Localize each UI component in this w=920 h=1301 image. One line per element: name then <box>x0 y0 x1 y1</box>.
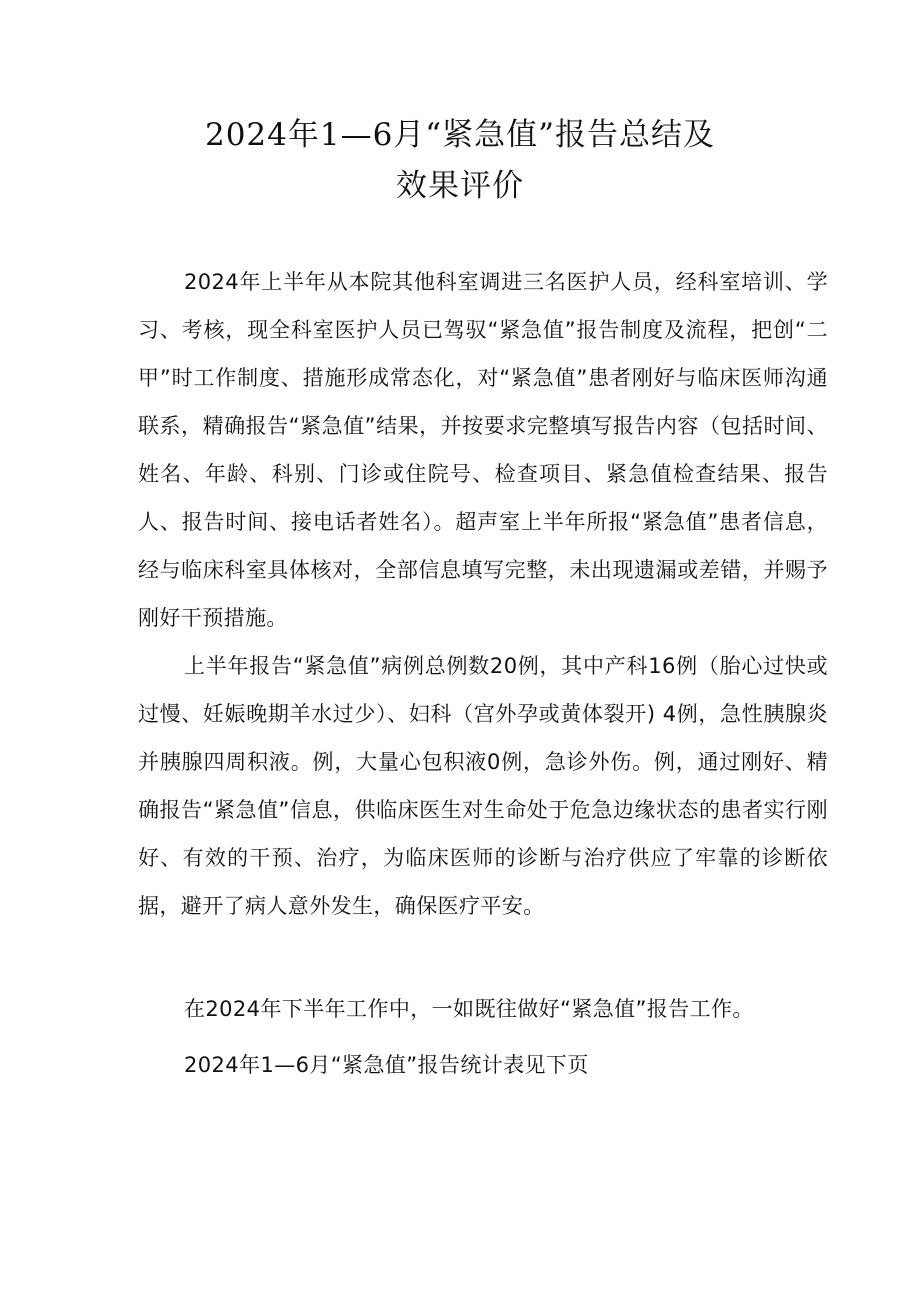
paragraph-future-work: 在2024年下半年工作中，一如既往做好“紧急值”报告工作。 <box>184 997 754 1021</box>
paragraph-table-reference: 2024年1—6月“紧急值”报告统计表见下页 <box>184 1053 589 1077</box>
document-title-line-1: 2024年1—6月“紧急值”报告总结及 <box>204 117 716 153</box>
document-title-line-2: 效果评价 <box>396 168 524 204</box>
paragraph-staff-training: 2024年上半年从本院其他科室调进三名医护人员，经科室培训、学习、考核，现全科室医护人员已驾驭“紧急值”报告制度及流程，把创“二甲”时工作制度、措施形成常态化，对“紧急值”患者刚好与临床医师沟通联系，精确报告“紧急值”结果，并按要求完整填写报告内容（包括时间、姓名、年龄、科别、门诊或住院号、检查项目、紧急值检查结果、报告人、报告时间、接电话者姓名）。超声室上半年所报“紧急值”患者信息，经与临床科室具体核对，全部信息填写完整，未出现遗漏或差错，并赐予刚好干预措施。 <box>138 270 828 630</box>
paragraph-case-statistics: 上半年报告“紧急值”病例总例数20例，其中产科16例（胎心过快或过慢、妊娠晚期羊水过少）、妇科（宫外孕或黄体裂开) 4例，急性胰腺炎并胰腺四周积液。例，大量心包积液0例，急诊外伤。例，通过刚好、精确报告“紧急值”信息，供临床医生对生命处于危急边缘状态的患者实行刚好、有效的干预、治疗，为临床医师的诊断与治疗供应了牢靠的诊断依据，避开了病人意外发生，确保医疗平安。 <box>138 654 828 918</box>
